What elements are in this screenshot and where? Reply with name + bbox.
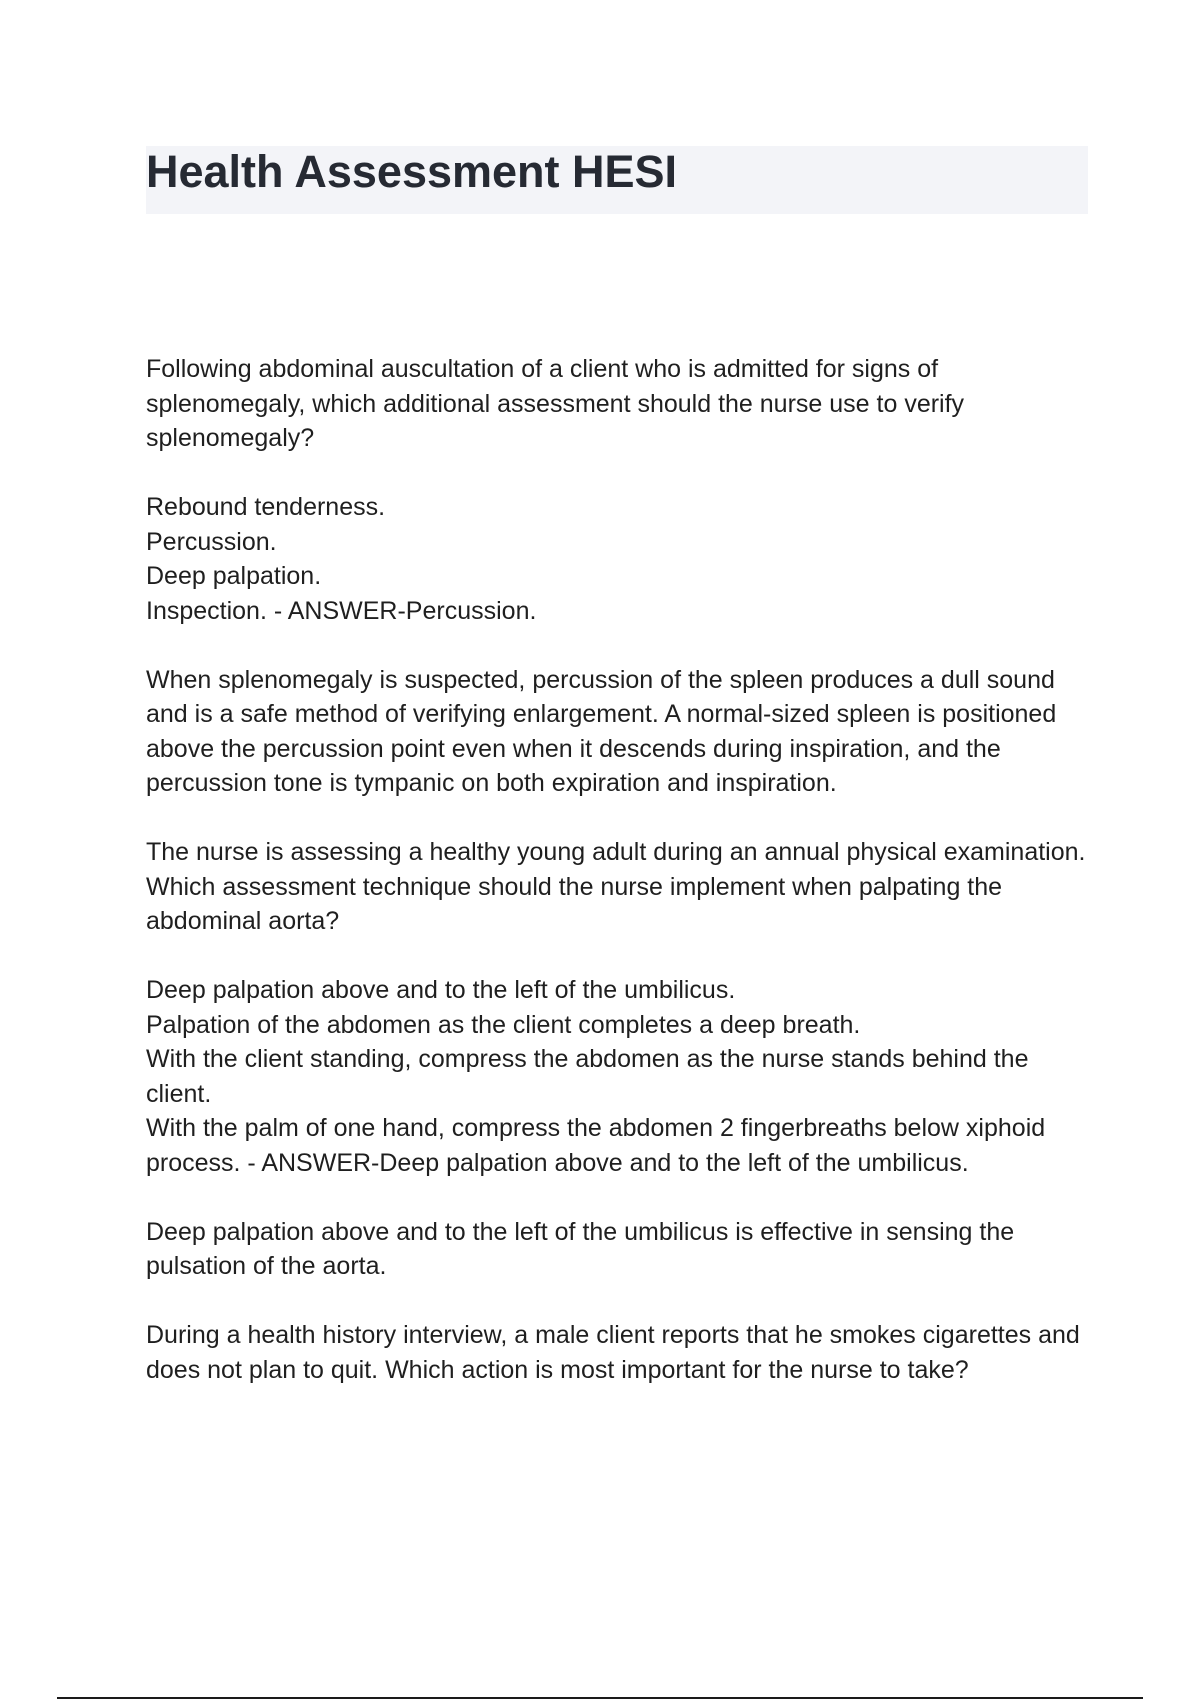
page-bottom-rule [57,1697,1143,1699]
document-title: Health Assessment HESI [146,146,678,197]
q3-question: During a health history interview, a male client reports that he smokes cigarettes and does not plan to quit. Which action is most important for the nurse to take? [146,1321,1080,1384]
q2-option-answer: With the palm of one hand, compress the abdomen 2 fingerbreaths below xiphoid process. - ANSWER-Deep palpation above and to the left of the umbilicus. [146,1114,1046,1177]
q1-option: Percussion. [146,527,277,556]
q1-rationale: When splenomegaly is suspected, percussion of the spleen produces a dull sound and is a safe method of verifying enlargement. A normal-sized spleen is positioned above the percussion point even when it descends during inspiration, and the percussion tone is tympanic on both expiration and inspiration. [146,665,1057,797]
q1-options [146,490,1096,628]
q2-option: Palpation of the abdomen as the client completes a deep breath. [146,1010,861,1039]
q1-option: Rebound tenderness. [146,493,386,521]
document-body [146,352,1096,1422]
q2-option: With the client standing, compress the abdomen as the nurse stands behind the client. [146,1045,1029,1108]
q2-rationale: Deep palpation above and to the left of the umbilicus is effective in sensing the pulsation of the aorta. [146,1217,1015,1280]
q2-option: Deep palpation above and to the left of the umbilicus. [146,976,736,1004]
q2-options [146,973,1096,1180]
q1-question: Following abdominal auscultation of a client who is admitted for signs of splenomegaly, which additional assessment should the nurse use to verify splenomegaly? [146,355,965,452]
q1-option-answer: Inspection. - ANSWER-Percussion. [146,596,537,625]
q1-option: Deep palpation. [146,562,322,590]
q2-question: The nurse is assessing a healthy young adult during an annual physical examination. Which assessment technique should the nurse implement when palpating the abdominal aorta? [146,838,1086,935]
